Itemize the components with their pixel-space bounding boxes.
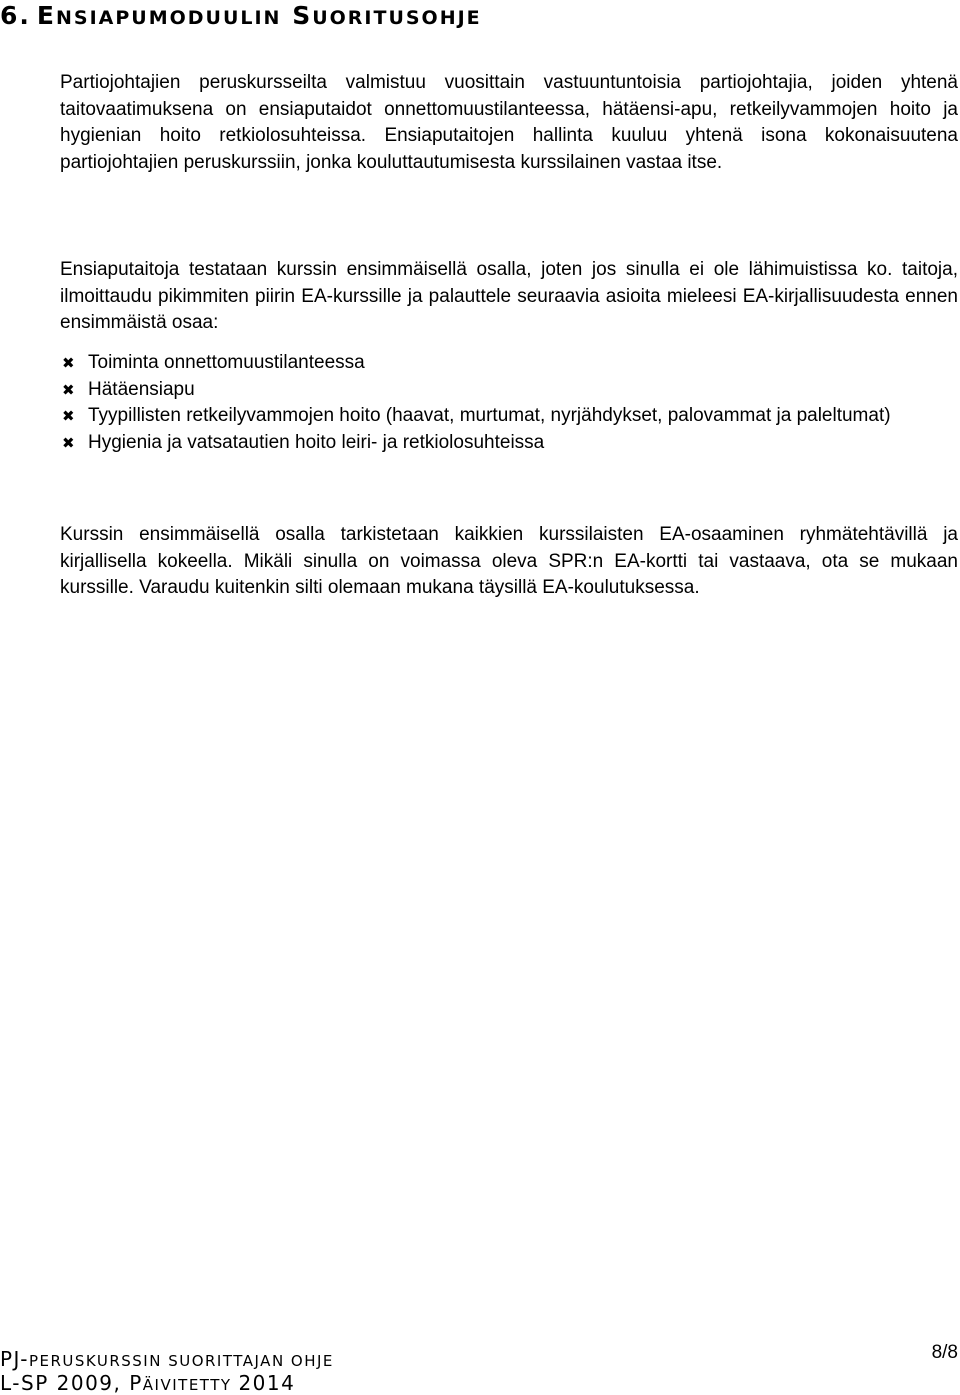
heading-initial-2: S [292, 1, 313, 30]
heading-initial-1: E [36, 1, 56, 30]
cross-bullet-icon: ✖ [62, 433, 75, 452]
cross-bullet-icon: ✖ [62, 354, 75, 372]
footer-updated-text: ÄIVITETTY [142, 1376, 232, 1394]
intro-paragraph: Partiojohtajien peruskursseilta valmistuu vuosittain vastuuntuntoisia partiojohtajia, joiden yhtenä taitovaatimuksena on ensiaputaidot onnettomuustilanteessa, hätäensi-apu, retkeilyvammojen hoito ja hygienian hoito retkiolosuhteissa. Ensiaputaitojen hallinta kuuluu yhtenä isona kokonaisuutena partiojohtajien peruskurssiin, jonka kouluttautumisesta kurssilainen vastaa itse. [60, 72, 958, 173]
list-item [60, 350, 958, 377]
heading-word-1: NSIAPUMODUULIN [55, 7, 282, 29]
footer-version-prefix: L-SP 2009, P [0, 1371, 143, 1395]
list-item [60, 403, 958, 430]
heading-word-2: UORITUSOHJE [312, 7, 482, 29]
section-heading [0, 0, 482, 34]
footer-document-title [0, 1347, 334, 1371]
section-number: 6. [0, 1, 31, 30]
list-item-text: Toiminta onnettomuustilanteessa [88, 352, 365, 373]
footer-year: 2014 [238, 1371, 296, 1395]
footer-version [0, 1371, 295, 1395]
list-item-text: Hygienia ja vatsatautien hoito leiri- ja retkiolosuhteissa [88, 431, 545, 453]
cross-bullet-icon: ✖ [62, 380, 75, 399]
list-item [60, 430, 958, 457]
footer-prefix: PJ- [0, 1347, 29, 1371]
list-item [60, 377, 958, 404]
topic-list [60, 350, 958, 456]
list-item-text: Tyypillisten retkeilyvammojen hoito (haavat, murtumat, nyrjähdykset, palovammat ja paleltumat) [88, 405, 891, 426]
footer-title-text: PERUSKURSSIN SUORITTAJAN OHJE [28, 1352, 334, 1370]
cross-bullet-icon: ✖ [62, 407, 75, 425]
assessment-paragraph: Kurssin ensimmäisellä osalla tarkistetaan kaikkien kurssilaisten EA-osaaminen ryhmätehtävillä ja kirjallisella kokeella. Mikäli sinulla on voimassa oleva SPR:n EA-kortti tai vastaava, ota se mukaan kurssille. Varaudu kuitenkin silti olemaan mukana täysillä EA-koulutuksessa. [60, 524, 958, 598]
page-number: 8/8 [931, 1342, 958, 1363]
list-item-text: Hätäensiapu [88, 378, 195, 400]
testing-paragraph: Ensiaputaitoja testataan kurssin ensimmäisellä osalla, joten jos sinulla ei ole lähimuistissa ko. taitoja, ilmoittaudu pikimmiten piirin EA-kurssille ja palauttele seuraavia asioita mieleesi EA-kirjallisuudesta ennen ensimmäistä osaa: [60, 259, 958, 333]
